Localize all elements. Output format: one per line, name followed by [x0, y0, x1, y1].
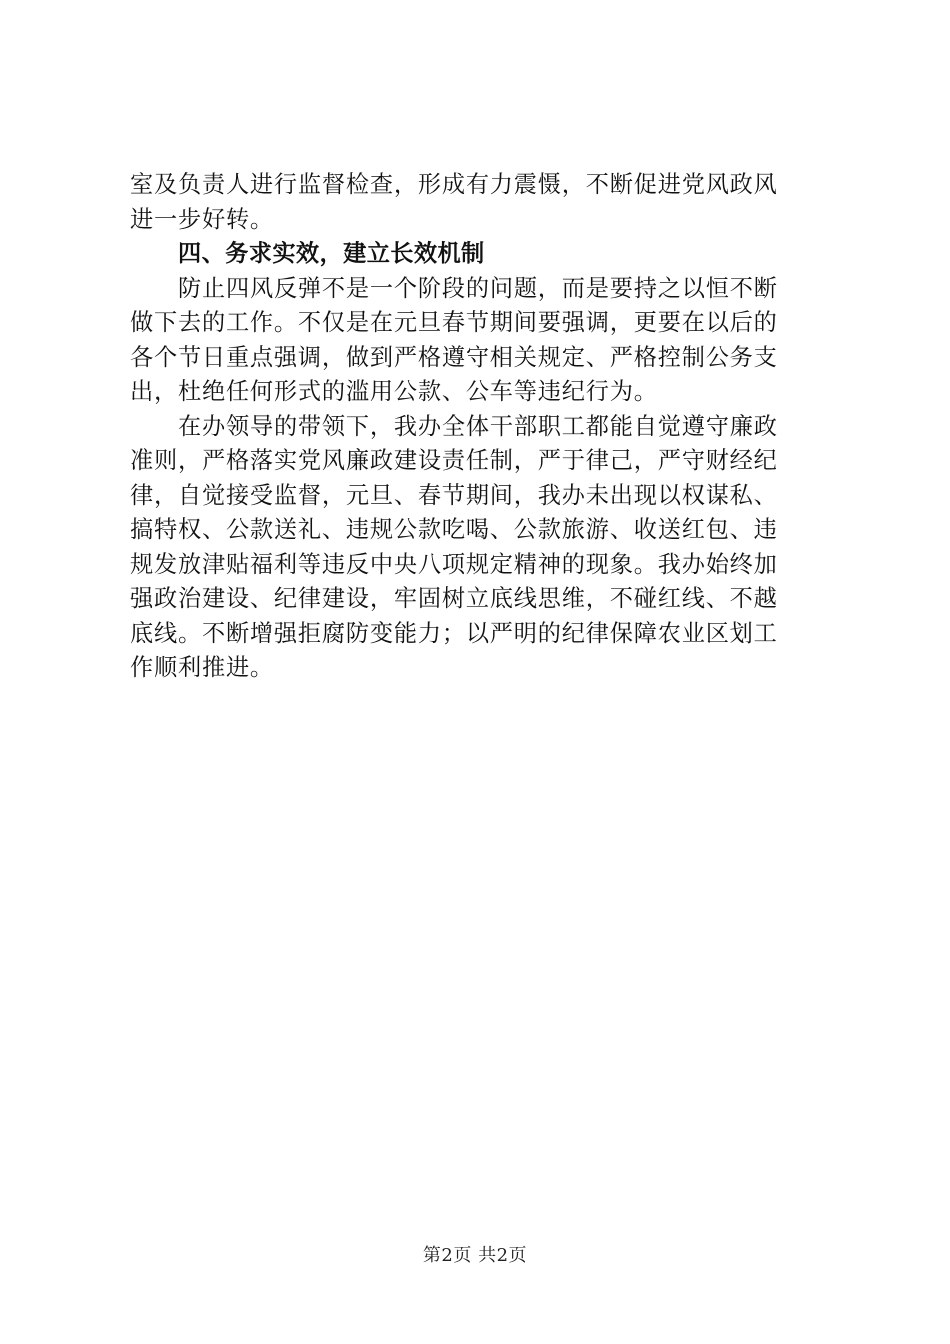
text-line: 搞特权、公款送礼、违规公款吃喝、公款旅游、收送红包、违: [130, 516, 778, 543]
paragraph-continued: [130, 168, 835, 237]
text-line: 做下去的工作。不仅是在元旦春节期间要强调，更要在以后的: [130, 309, 778, 336]
text-line: 室及负责人进行监督检查，形成有力震慑，不断促进党风政风: [130, 171, 778, 198]
paragraph: [130, 410, 835, 686]
text-line: 强政治建设、纪律建设，牢固树立底线思维，不碰红线、不越: [130, 585, 778, 612]
text-line: 规发放津贴福利等违反中央八项规定精神的现象。我办始终加: [130, 550, 778, 578]
heading-line: 四、务求实效，建立长效机制: [178, 240, 485, 267]
text-line: 各个节日重点强调，做到严格遵守相关规定、严格控制公务支: [130, 343, 778, 371]
section-heading: [130, 237, 835, 272]
text-line: 在办领导的带领下，我办全体干部职工都能自觉遵守廉政: [178, 412, 778, 440]
text-line: 作顺利推进。: [130, 654, 274, 681]
paragraph: [130, 272, 835, 410]
text-line: 律，自觉接受监督，元旦、春节期间，我办未出现以权谋私、: [130, 481, 778, 509]
text-line: 进一步好转。: [130, 205, 274, 233]
text-line: 防止四风反弹不是一个阶段的问题，而是要持之以恒不断: [178, 274, 778, 302]
page-footer: 第2页 共2页: [422, 1245, 528, 1266]
text-line: 准则，严格落实党风廉政建设责任制，严于律己，严守财经纪: [130, 447, 778, 474]
document-body: [130, 168, 835, 686]
text-line: 出，杜绝任何形式的滥用公款、公车等违纪行为。: [130, 378, 658, 405]
text-line: 底线。不断增强拒腐防变能力；以严明的纪律保障农业区划工: [130, 619, 778, 647]
